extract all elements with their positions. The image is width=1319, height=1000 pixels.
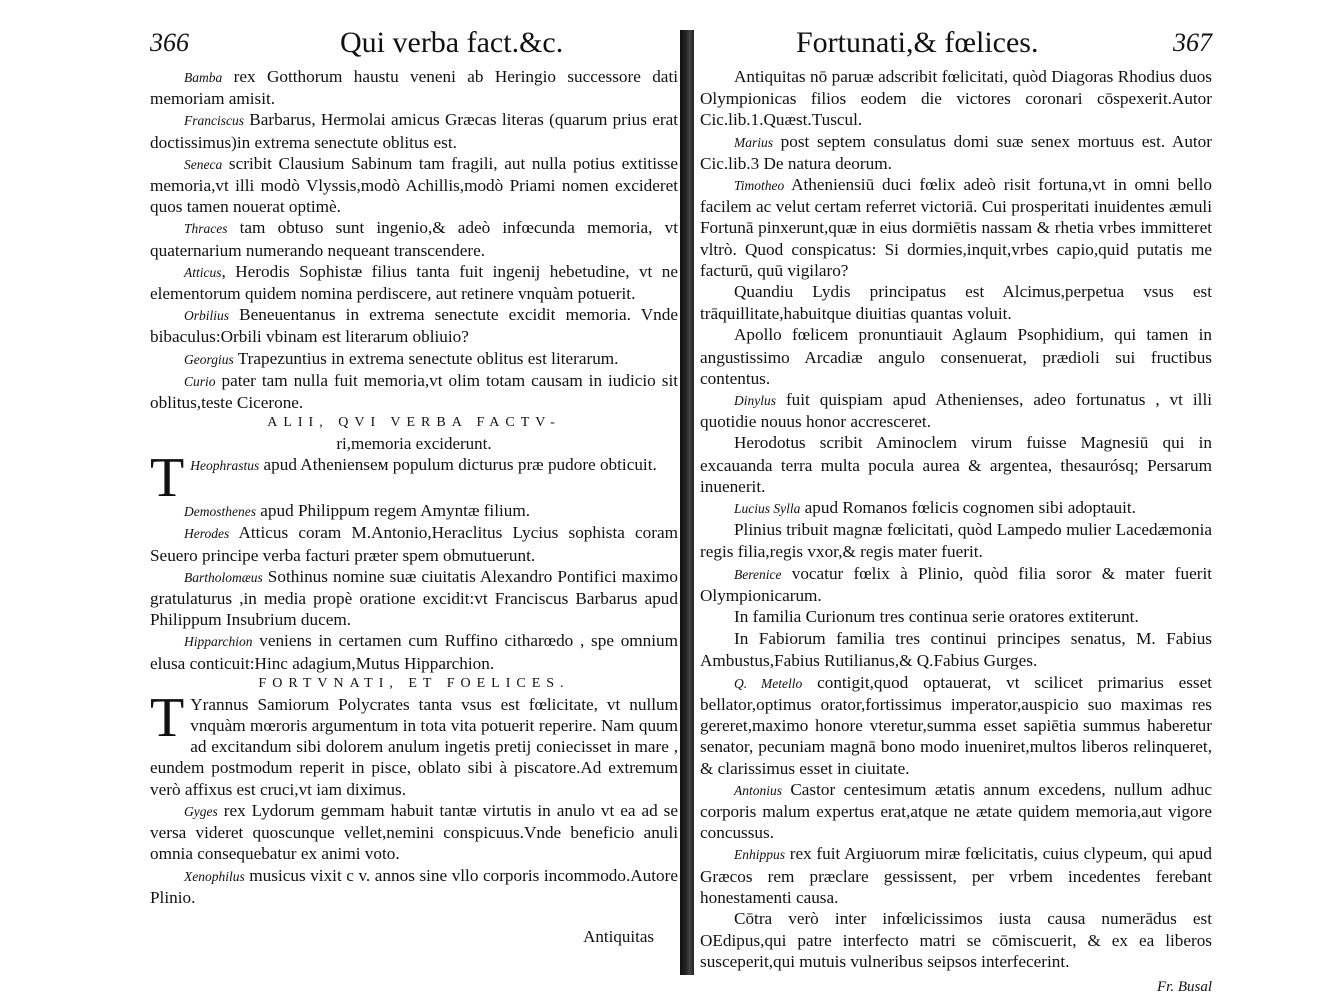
entry-paragraph: [700, 131, 1212, 174]
right-running-head: [700, 26, 1212, 60]
entry-paragraph: [150, 304, 678, 347]
entry-text: Beneuentanus in extrema senectute excidit memoria. Vnde bibaculus:Orbili vbinam est literarum obliuio?: [150, 305, 678, 347]
entry-text: apud Romanos fœlicis cognomen sibi adoptauit.: [800, 498, 1136, 518]
entry-paragraph: [700, 324, 1212, 389]
entry-text: In familia Curionum tres continua serie oratores extiterunt.: [734, 607, 1139, 627]
entry-paragraph: [150, 261, 678, 304]
entry-paragraph: [700, 779, 1212, 844]
drop-cap: T: [150, 447, 185, 510]
right-page-number: 367: [1173, 28, 1212, 57]
entry-lead-name: Berenice: [734, 566, 782, 582]
drop-cap: T: [150, 686, 185, 749]
entry-text: musicus vixit c v. annos sine vllo corporis incommodo.Autore Plinio.: [150, 865, 678, 907]
entry-text: Quandiu Lydis principatus est Alcimus,perpetua vsus est trāquillitate,habuitque diuitias quantas voluit.: [700, 282, 1212, 324]
entry-text: Atheniensiū duci fœlix adeò risit fortuna,vt in omni bello facilem ac velut certam referret victoriā. Cui prosperitati inuidentes æmuli Fortunā pinxerunt,quæ in eius dormiētis nassam & rhetia vrbes immitteret vltrò. Quod conspicatus: Si dormies,inquit,vrbes capio,quid putatis me facturū, quū vigilaro?: [700, 175, 1212, 280]
entry-lead-name: Georgius: [184, 351, 234, 367]
entry-text: rex Lydorum gemmam habuit tantæ virtutis in anulo vt ea ad se versa videret quoscunque vellet,nemini conspicuus.Vnde beneficio anuli omnia consequebatur ex animi voto.: [150, 800, 678, 864]
entry-lead-name: Hipparchion: [184, 634, 253, 650]
entry-paragraph: [700, 174, 1212, 281]
entry-paragraph: [700, 606, 1212, 628]
entry-text: Apollo fœlicem pronuntiauit Aglaum Psophidium, qui tamen in angustissimo Arcadiæ angulo consenuerat, prædioli sui fructibus contentus.: [700, 325, 1212, 388]
entry-text: Antiquitas nō paruæ adscribit fœlicitati, quòd Diagoras Rhodius duos Olympionicas filios eodem die victores coronari cōspexerit.Autor Cic.lib.1.Quæst.Tuscul.: [700, 67, 1212, 130]
entry-lead-name: Demosthenes: [184, 504, 256, 520]
entry-lead-name: Antonius: [734, 782, 783, 798]
entry-lead-name: Thraces: [184, 221, 228, 237]
section-heading-alii: ALII, QVI VERBA FACTV-: [267, 415, 561, 431]
entry-text: scribit Clausium Sabinum tam fragili, aut nulla potius extitisse memoria,vt illi modò Vlyssis,modò Achillis,modò Priami nomen excideret quos tamen nouerat optimè.: [150, 153, 678, 217]
catchword: Antiquitas: [583, 926, 654, 946]
entry-paragraph: [700, 281, 1212, 324]
entry-paragraph: [700, 908, 1212, 973]
entry-paragraph: [700, 519, 1212, 562]
right-body: [700, 66, 1212, 998]
entry-paragraph: [150, 566, 678, 631]
entry-text: vocatur fœlix à Plinio, quòd filia soror & mater fuerit Olympionicarum.: [700, 563, 1212, 605]
entry-text: rex fuit Argiuorum miræ fœlicitatis, cuius clypeum, qui apud Græcos rem præclare gessissent, per vrbem incedentes ferebant honestamenti causa.: [700, 844, 1212, 907]
entry-paragraph: [150, 109, 678, 152]
entry-paragraph: [700, 432, 1212, 497]
entry-lead-name: Bartholomæus: [184, 569, 263, 585]
entry-paragraph: [150, 500, 678, 522]
entry-lead-name: Herodes: [184, 526, 230, 542]
entry-lead-name: Enhippus: [734, 847, 786, 863]
entry-paragraph: [150, 348, 678, 370]
entry-text: apud Philippum regem Amyntæ filium.: [255, 501, 531, 521]
entry-paragraph: [700, 497, 1212, 519]
left-page: [150, 26, 678, 947]
entry-paragraph: [150, 522, 678, 565]
entry-text: post septem consulatus domi suæ senex mortuus est. Autor Cic.lib.3 De natura deorum.: [700, 131, 1212, 173]
entry-paragraph: [150, 630, 678, 673]
entry-paragraph: [150, 370, 678, 413]
entry-lead-name: Franciscus: [184, 113, 244, 129]
entry-text: Sothinus nomine suæ ciuitatis Alexandro Pontifici maximo gratulaturus ,in media propè oratione excidit:vt Franciscus Barbarus apud Philippum Insubrium ducem.: [150, 566, 678, 630]
entry-paragraph: [150, 66, 678, 109]
section-heading-fortunati: FORTVNATI, ET FOELICES.: [258, 675, 570, 691]
entry-lead-name: Curio: [184, 373, 216, 389]
entry-lead-name: Lucius Sylla: [734, 501, 801, 517]
entry-lead-name: Xenophilus: [184, 868, 245, 884]
entry-text: , Herodis Sophistæ filius tanta fuit ingenij hebetudine, vt ne elementorum quidem nomina perdiscere, aut retinere vnquàm potuerit.: [150, 261, 678, 304]
entry-lead-name: Atticus: [184, 264, 222, 280]
left-running-head: [150, 26, 678, 60]
entry-text: Atticus coram M.Antonio,Heraclitus Lycius sophista coram Seuero principe verba facturi præter spem obmutuerunt.: [150, 523, 678, 565]
entry-lead-name: Gyges: [184, 803, 218, 819]
section2-first-entry: T Yrannus Samiorum Polycrates tanta vsus est fœlicitate, vt nullum vnquàm mœroris argumentum in tota vita potuerit reperire. Nam quum ad excitandum sibi dolorem anulum ingetis pretij coniecisset in mare , eundem postmodum reperit in pisce, oblato sibi à piscatore.Ad extremum verò affixus est cruci,vt iam diximus.: [150, 686, 678, 799]
entry-lead-name: Bamba: [184, 70, 223, 85]
entry-text: Trapezuntius in extrema senectute oblitus est literarum.: [233, 348, 619, 368]
entry-lead-name: Timotheo: [734, 178, 785, 194]
entry-text: Castor centesimum ætatis annum excedens, nullum adhuc corporis malum expertus erat,atque ne ætate quidem memoria,aut vigore concussus.: [700, 779, 1212, 843]
entry-paragraph: [700, 843, 1212, 908]
section1-first-entry: T Heophrastus apud Athenienseм populum dicturus præ pudore obticuit.: [150, 447, 657, 510]
entry-paragraph: [700, 389, 1212, 432]
entry-text: Cōtra verò inter infœlicissimos iusta causa numerādus est OEdipus,qui patre interfecto matri se cōmiscuerit, & ex ea liberos susceperit,qui mutuis vulneribus seipsos interfecerint.: [700, 908, 1212, 972]
left-page-number: 366: [150, 28, 189, 57]
entry-text: Herodotus scribit Aminoclem virum fuisse Magnesiū qui in excauanda terra multa pocula aurea & argentea, thesaurósq; Persarum inuenerit.: [700, 433, 1212, 496]
entry-text: pater tam nulla fuit memoria,vt olim totam causam in iudicio sit oblitus,teste Cicerone.: [150, 370, 678, 413]
entry-text: veniens in certamen cum Ruffino citharœdo , spe omnium elusa conticuit:Hinc adagium,Mutus Hipparchion.: [150, 631, 678, 673]
entry-lead-name: Dinylus: [734, 393, 776, 409]
entry-paragraph: [700, 66, 1212, 131]
entry-text: rex Gotthorum haustu veneni ab Heringio successore dati memoriam amisit.: [150, 67, 678, 109]
entry-lead-name: Seneca: [184, 156, 223, 172]
section-subheading-alii: ri,memoria exciderunt.: [336, 434, 492, 454]
right-running-title: Fortunati,& fœlices.: [796, 26, 1039, 59]
entry-paragraph: [150, 153, 678, 218]
left-running-title: Qui verba fact.&c.: [340, 26, 564, 59]
entry-lead-name: Q. Metello: [734, 675, 803, 691]
entry-text: tam obtuso sunt ingenio,& adeò infœcunda memoria, vt quaternarium numerando nequeant transcendere.: [150, 218, 678, 260]
entry-paragraph: [150, 217, 678, 260]
entry-paragraph: [700, 563, 1212, 606]
entry-lead-name: Marius: [734, 134, 774, 150]
entry-text: In Fabiorum familia tres continui principes senatus, M. Fabius Ambustus,Fabius Rutilianus,& Q.Fabius Gurges.: [700, 629, 1212, 671]
entry-lead-name: Orbilius: [184, 308, 230, 324]
entry-text: fuit quispiam apud Athenienses, adeo fortunatus , vt illi quotidie nouus honor accresceret.: [700, 390, 1212, 432]
entry-text: Plinius tribuit magnæ fœlicitati, quòd Lampedo mulier Lacedæmonia regis filia,regis vxor,& regis mater fuerit.: [700, 520, 1212, 562]
entry-paragraph: [150, 865, 678, 908]
entry-text: contigit,quod optauerat, vt scilicet primarius esset bellator,optimus orator,fortissimus imperator,auspicio suo maximas res gereret,maximo honore vteretur,summa esset sapiētia summus haberetur senator, pecuniam magnā bono modo inueniret,multos liberos relinqueret, & clarissimus esset in ciuitate.: [700, 672, 1212, 778]
signature: Fr. Busal: [1156, 978, 1212, 995]
left-body: [150, 66, 678, 947]
entry-paragraph: [700, 628, 1212, 671]
book-gutter: [680, 30, 694, 975]
right-page: [700, 26, 1212, 998]
entry-text: Barbarus, Hermolai amicus Græcas literas (quarum prius erat doctissimus)in extrema senectute oblitus est.: [150, 110, 678, 152]
entry-paragraph: [150, 800, 678, 865]
entry-paragraph: [700, 672, 1212, 779]
